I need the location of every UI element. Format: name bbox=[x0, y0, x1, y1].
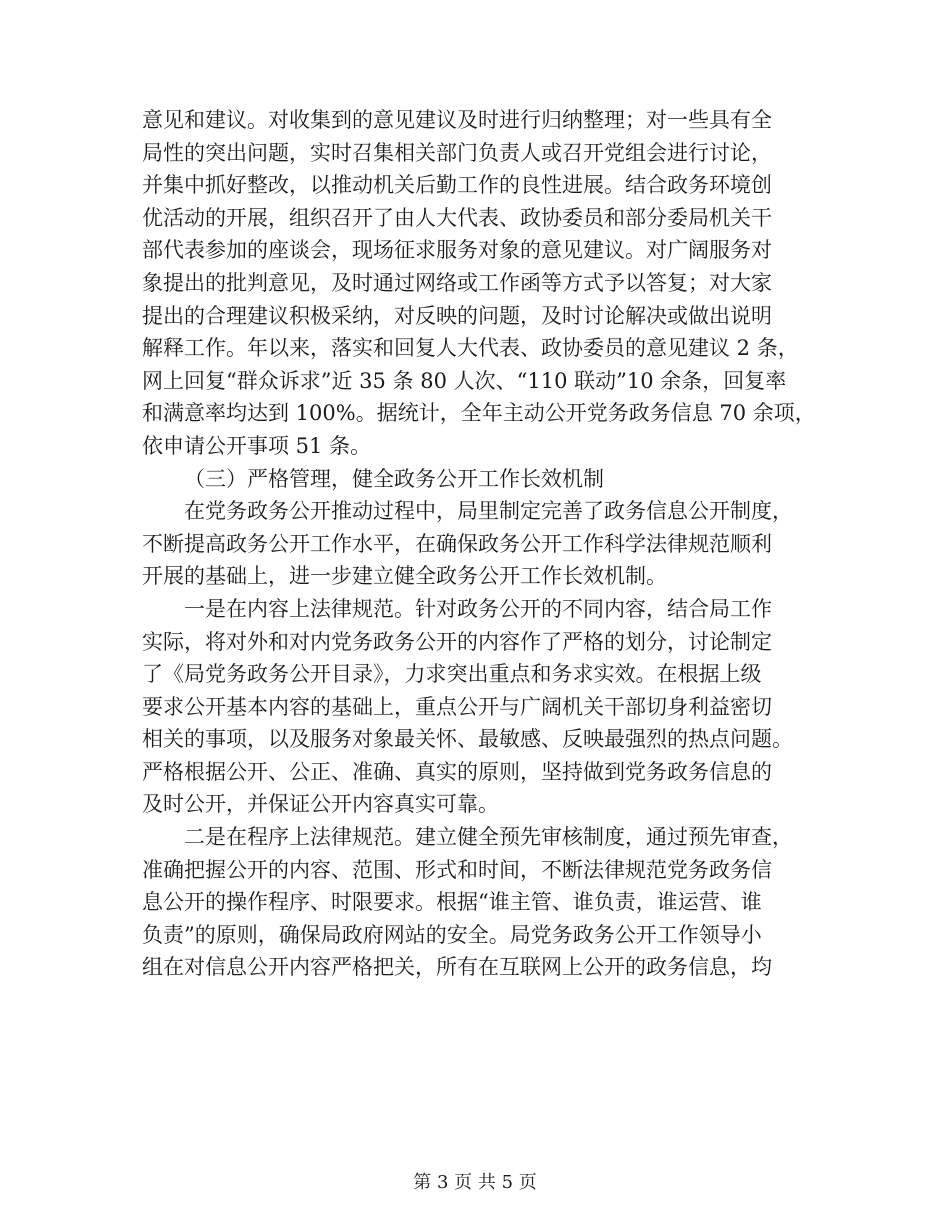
text-line: 优活动的开展，组织召开了由人大代表、政协委员和部分委局机关干 bbox=[142, 205, 772, 230]
paragraph-start-line: 一是在内容上法律规范。针对政务公开的不同内容，结合局工作 bbox=[184, 596, 772, 621]
text-line: 象提出的批判意见，及时通过网络或工作函等方式予以答复；对大家 bbox=[142, 270, 772, 295]
text-line: 负责”的原则，确保局政府网站的安全。局党务政务公开工作领导小 bbox=[142, 922, 762, 947]
text-line: 网上回复“群众诉求”近 35 条 80 人次、“110 联动”10 余条，回复率 bbox=[142, 368, 787, 393]
text-line: 和满意率均达到 100%。据统计，全年主动公开党务政务信息 70 余项， bbox=[142, 401, 816, 426]
page-number-footer: 第 3 页 共 5 页 bbox=[413, 1172, 537, 1193]
text-line: 不断提高政务公开工作水平，在确保政务公开工作科学法律规范顺利 bbox=[142, 531, 772, 556]
text-line: 并集中抓好整改，以推动机关后勤工作的良性进展。结合政务环境创 bbox=[142, 173, 772, 198]
text-line: 要求公开基本内容的基础上，重点公开与广阔机关干部切身利益密切 bbox=[142, 694, 772, 719]
text-line: 相关的事项，以及服务对象最关怀、最敏感、反映最强烈的热点问题。 bbox=[142, 727, 793, 752]
paragraph-start-line: 在党务政务公开推动过程中，局里制定完善了政务信息公开制度， bbox=[184, 499, 793, 524]
text-line: 及时公开，并保证公开内容真实可靠。 bbox=[142, 792, 499, 817]
text-line: 实际，将对外和对内党务政务公开的内容作了严格的划分，讨论制定 bbox=[142, 629, 772, 654]
text-line: 组在对信息公开内容严格把关，所有在互联网上公开的政务信息，均 bbox=[142, 955, 772, 980]
text-line: 准确把握公开的内容、范围、形式和时间，不断法律规范党务政务信 bbox=[142, 857, 772, 882]
text-line: 提出的合理建议积极采纳，对反映的问题，及时讨论解决或做出说明 bbox=[142, 303, 772, 328]
text-line: 严格根据公开、公正、准确、真实的原则，坚持做到党务政务信息的 bbox=[142, 759, 772, 784]
text-line: 了《局党务政务公开目录》，力求突出重点和务求实效。在根据上级 bbox=[142, 662, 762, 687]
section-heading: （三）严格管理，健全政务公开工作长效机制 bbox=[184, 466, 604, 491]
text-line: 息公开的操作程序、时限要求。根据“谁主管、谁负责，谁运营、谁 bbox=[142, 890, 762, 915]
text-line: 意见和建议。对收集到的意见建议及时进行归纳整理；对一些具有全 bbox=[142, 108, 772, 132]
text-line: 部代表参加的座谈会，现场征求服务对象的意见建议。对广阔服务对 bbox=[142, 238, 772, 263]
text-line: 开展的基础上，进一步建立健全政务公开工作长效机制。 bbox=[142, 564, 667, 589]
paragraph-start-line: 二是在程序上法律规范。建立健全预先审核制度，通过预先审查， bbox=[184, 825, 793, 850]
document-body bbox=[142, 104, 816, 984]
text-line: 解释工作。年以来，落实和回复人大代表、政协委员的意见建议 2 条， bbox=[142, 336, 799, 361]
text-line: 局性的突出问题，实时召集相关部门负责人或召开党组会进行讨论， bbox=[142, 140, 772, 165]
text-line: 依申请公开事项 51 条。 bbox=[142, 433, 372, 458]
